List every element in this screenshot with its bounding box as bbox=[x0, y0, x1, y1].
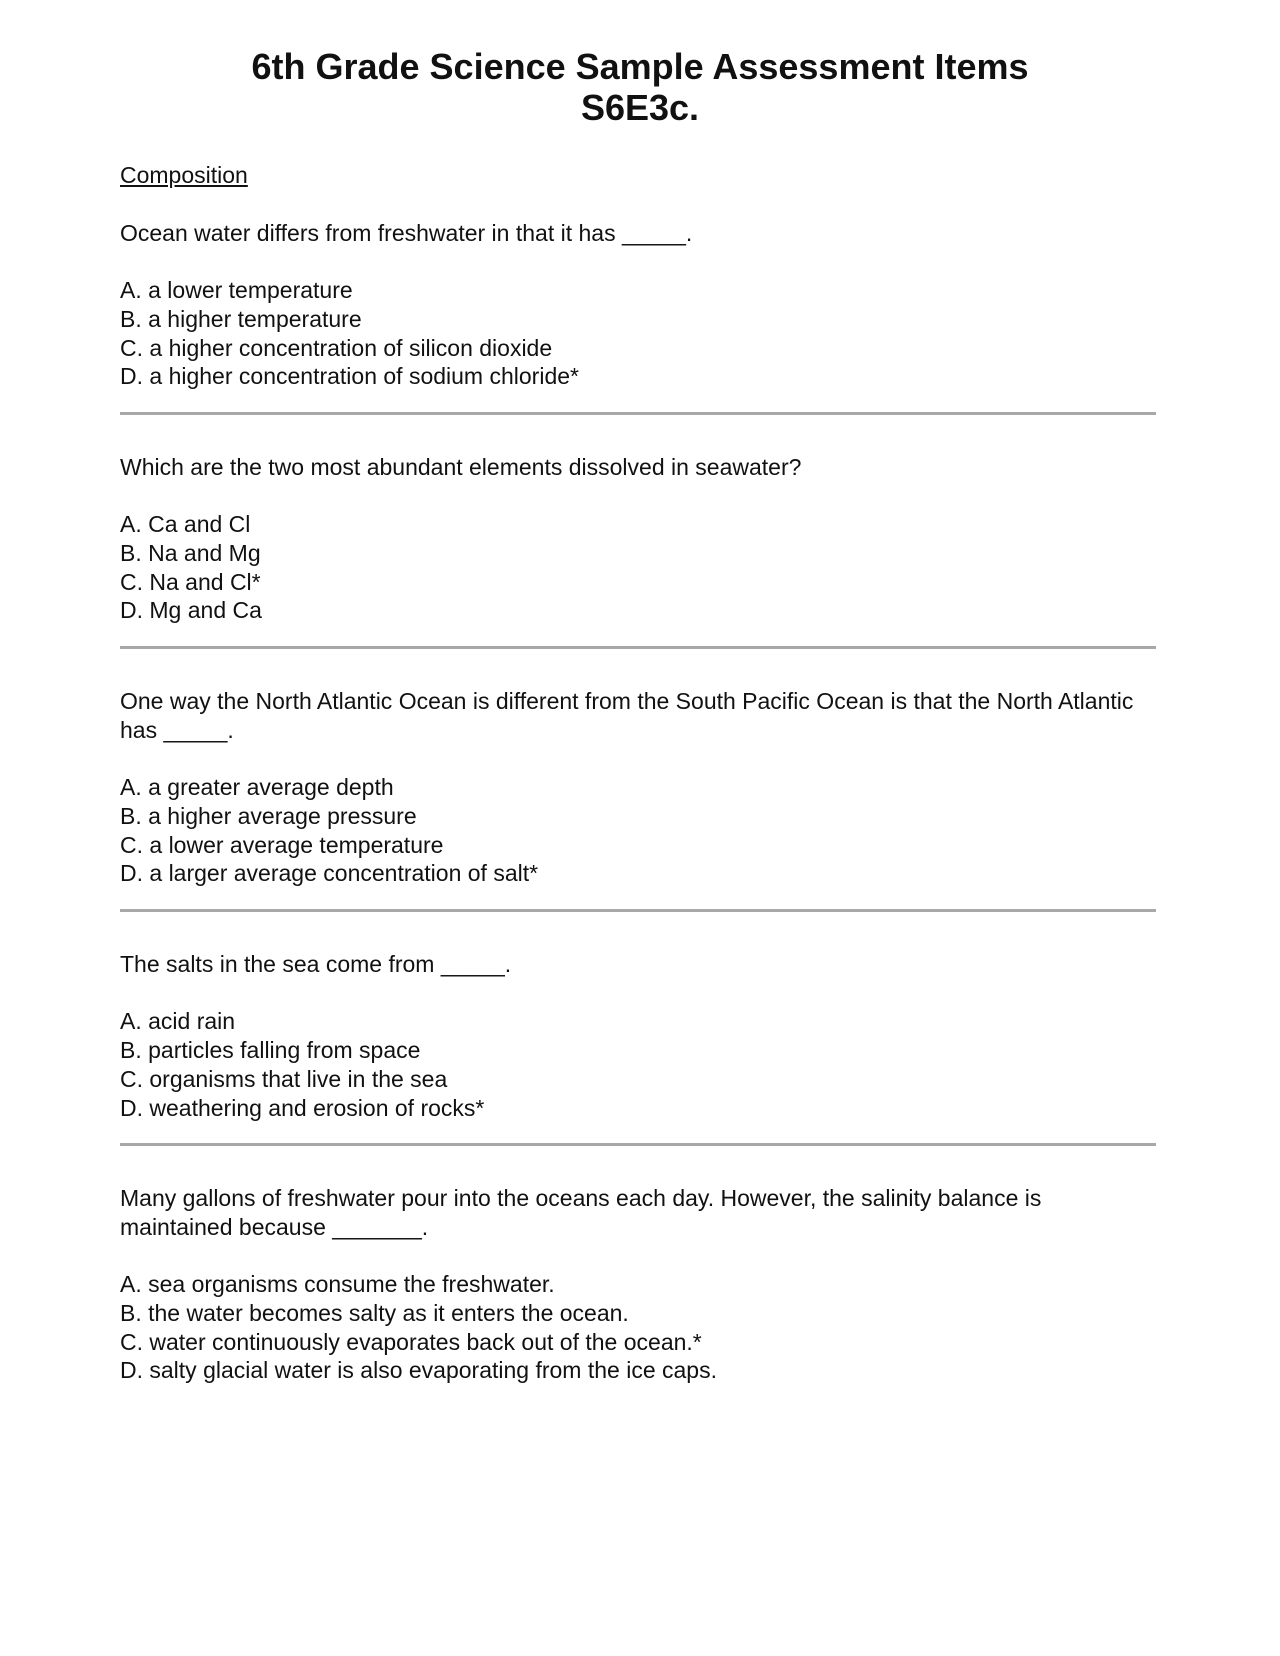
divider bbox=[120, 1143, 1156, 1146]
answer-option: C. a lower average temperature bbox=[120, 831, 444, 858]
answer-option: B. Na and Mg bbox=[120, 540, 261, 566]
answer-option: C. Na and Cl* bbox=[120, 568, 261, 595]
question-stem: Many gallons of freshwater pour into the oceans each day. However, the salinity balance is maintained because _______. bbox=[120, 1185, 1042, 1240]
answer-option: C. water continuously evaporates back out of the ocean.* bbox=[120, 1328, 702, 1355]
divider bbox=[120, 646, 1156, 649]
answer-option: A. a greater average depth bbox=[120, 774, 394, 801]
section-heading: Composition bbox=[120, 162, 248, 188]
question-5 bbox=[120, 1184, 1156, 1385]
question-stem: The salts in the sea come from _____. bbox=[120, 951, 512, 978]
question-stem: One way the North Atlantic Ocean is different from the South Pacific Ocean is that the North Atlantic has _____. bbox=[120, 688, 1134, 743]
question-4 bbox=[120, 950, 1156, 1122]
answer-option: A. sea organisms consume the freshwater. bbox=[120, 1271, 555, 1298]
divider bbox=[120, 412, 1156, 415]
answer-option: D. salty glacial water is also evaporating from the ice caps. bbox=[120, 1357, 717, 1384]
answer-option: D. a higher concentration of sodium chloride* bbox=[120, 363, 579, 390]
question-1 bbox=[120, 219, 1156, 391]
page-title bbox=[0, 46, 1280, 128]
answer-option: B. the water becomes salty as it enters the ocean. bbox=[120, 1300, 629, 1327]
answer-option: B. a higher temperature bbox=[120, 305, 362, 332]
title-line-1: 6th Grade Science Sample Assessment Items bbox=[251, 46, 1029, 87]
answer-option: B. a higher average pressure bbox=[120, 802, 417, 829]
answer-option: D. Mg and Ca bbox=[120, 597, 262, 624]
answer-option: D. weathering and erosion of rocks* bbox=[120, 1094, 485, 1121]
answer-option: A. a lower temperature bbox=[120, 277, 353, 304]
answer-option: B. particles falling from space bbox=[120, 1037, 421, 1064]
divider bbox=[120, 909, 1156, 912]
answer-option: D. a larger average concentration of salt* bbox=[120, 860, 539, 887]
question-3 bbox=[120, 687, 1156, 888]
answer-option: C. a higher concentration of silicon dioxide bbox=[120, 334, 553, 361]
answer-option: A. Ca and Cl bbox=[120, 511, 251, 538]
question-stem: Which are the two most abundant elements dissolved in seawater? bbox=[120, 453, 802, 480]
answer-option: A. acid rain bbox=[120, 1008, 236, 1035]
answer-option: C. organisms that live in the sea bbox=[120, 1065, 448, 1092]
document-body bbox=[120, 161, 1156, 1385]
question-2 bbox=[120, 453, 1156, 625]
question-stem: Ocean water differs from freshwater in that it has _____. bbox=[120, 219, 693, 246]
title-line-2: S6E3c. bbox=[580, 87, 700, 128]
